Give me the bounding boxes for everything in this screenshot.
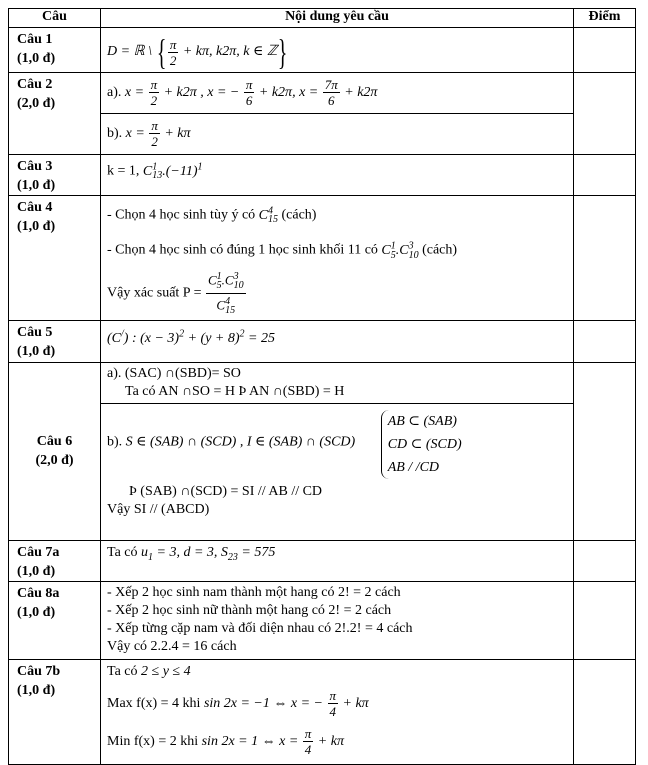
answer-content xyxy=(101,196,574,321)
system-line: CD ⊂ (SCD) xyxy=(387,436,462,452)
question-label xyxy=(9,540,101,581)
answer-line: - Xếp 2 học sinh nam thành một hang có 2! = 2 cách xyxy=(107,584,401,600)
score-cell xyxy=(574,196,636,321)
answer-line xyxy=(107,686,567,722)
line-text: - Chọn 4 học sinh tùy ý có xyxy=(107,207,256,223)
math-expr: $C^1_{13}.(-11)^1$ xyxy=(142,161,203,182)
question-points: (1,0 đ) xyxy=(17,604,56,620)
question-number: Câu 3 xyxy=(17,159,53,174)
answer-content xyxy=(101,73,574,155)
answer-content xyxy=(101,540,574,581)
header-row xyxy=(9,9,636,28)
answer-text: Ta có xyxy=(107,544,138,560)
header-content: Nội dung yêu cầu xyxy=(101,9,574,28)
answer-line xyxy=(107,269,567,318)
part-b xyxy=(101,113,573,154)
question-label xyxy=(9,196,101,321)
part-b-prefix: b). xyxy=(107,434,123,450)
answer-content xyxy=(101,581,574,659)
table-row xyxy=(9,73,636,155)
question-points: (2,0 đ) xyxy=(17,96,56,111)
answer-text: k = 1, xyxy=(107,163,140,179)
answer-table xyxy=(8,8,636,765)
answer-line xyxy=(107,724,567,760)
question-number: Câu 1 xyxy=(17,32,53,47)
table-row xyxy=(9,155,636,196)
math-expr: x = $\frac{\pi}{2}$ + kπ xyxy=(125,118,191,150)
question-points: (1,0 đ) xyxy=(17,682,56,698)
question-number: Câu 7a xyxy=(17,544,60,560)
question-points: (1,0 đ) xyxy=(17,343,56,359)
table-row xyxy=(9,659,636,764)
score-cell xyxy=(574,320,636,362)
score-cell xyxy=(574,540,636,581)
part-b-prefix: b). xyxy=(107,126,123,141)
question-number: Câu 4 xyxy=(17,200,53,215)
header-cau: Câu xyxy=(9,9,101,28)
question-label xyxy=(9,362,101,540)
math-expr: S ∈ (SAB) ∩ (SCD) , I ∈ (SAB) ∩ (SCD) xyxy=(125,434,356,450)
system-line: AB / /CD xyxy=(387,459,440,475)
math-expr: $C^1_5.C^3_{10}$ xyxy=(381,240,419,261)
table-row xyxy=(9,28,636,73)
answer-line xyxy=(107,662,567,682)
line-text: Vậy xác suất P = xyxy=(107,285,202,301)
answer-line xyxy=(107,198,567,233)
answer-line xyxy=(107,233,567,268)
system-line: AB ⊂ (SAB) xyxy=(387,413,457,429)
score-cell xyxy=(574,73,636,155)
answer-line: a). (SAC) ∩(SBD)= SO xyxy=(107,365,241,381)
question-number: Câu 5 xyxy=(17,324,53,340)
math-expr: (C/) : $(x - 3)^2 + (y + 8)^2 = 25$ xyxy=(107,328,275,347)
part-a xyxy=(107,73,567,113)
answer-line: Þ (SAB) ∩(SCD) = SI // AB // CD xyxy=(129,483,323,499)
answer-content xyxy=(101,155,574,196)
score-cell xyxy=(574,155,636,196)
part-b xyxy=(101,403,573,519)
equation-system xyxy=(381,410,462,479)
question-points: (1,0 đ) xyxy=(17,178,56,193)
answer-line: Vậy có 2.2.4 = 16 cách xyxy=(107,638,237,654)
question-label xyxy=(9,155,101,196)
question-number: Câu 2 xyxy=(17,77,53,92)
table-row xyxy=(9,196,636,321)
math-expr: $u_1 = 3$, d = 3, $S_{23} = 575$ xyxy=(141,544,276,563)
math-expr: $C^4_{15}$ xyxy=(258,205,278,226)
answer-line: - Xếp từng cặp nam và đối diện nhau có 2!.2! = 4 cách xyxy=(107,620,413,636)
math-expr: 2 ≤ y ≤ 4 xyxy=(141,663,191,679)
table-row xyxy=(9,362,636,540)
line-end: (cách) xyxy=(422,243,458,259)
table-row xyxy=(9,540,636,581)
math-expr: x = $\frac{\pi}{2}$ + k2π , x = − $\frac{\pi}{6}$ + k2π, x = $\frac{7\pi}{6}$ + k2π xyxy=(124,77,378,109)
line-end: (cách) xyxy=(281,207,317,223)
question-label xyxy=(9,28,101,73)
math-expr: sin 2x = −1 ⇔ x = − $\frac{\pi}{4}$ + kπ xyxy=(203,688,369,720)
question-points: (1,0 đ) xyxy=(17,563,56,579)
question-points: (1,0 đ) xyxy=(17,51,56,66)
score-cell xyxy=(574,362,636,540)
question-label xyxy=(9,659,101,764)
part-a-prefix: a). xyxy=(107,85,122,100)
line-text: Ta có xyxy=(107,663,138,679)
answer-content xyxy=(101,320,574,362)
score-cell xyxy=(574,581,636,659)
question-label xyxy=(9,320,101,362)
score-cell xyxy=(574,659,636,764)
question-label xyxy=(9,581,101,659)
score-cell xyxy=(574,28,636,73)
answer-content xyxy=(101,362,574,540)
question-number: Câu 7b xyxy=(17,663,61,679)
math-expr: sin 2x = 1 ⇔ x = $\frac{\pi}{4}$ + kπ xyxy=(201,726,344,758)
question-number: Câu 6 xyxy=(36,434,73,450)
answer-line: - Xếp 2 học sinh nữ thành một hang có 2! = 2 cách xyxy=(107,602,392,618)
header-score: Điểm xyxy=(574,9,636,28)
question-points: (2,0 đ) xyxy=(35,453,74,469)
question-points: (1,0 đ) xyxy=(17,219,56,234)
line-text: Min f(x) = 2 khi xyxy=(107,733,199,749)
answer-line: Ta có AN ∩SO = H Þ AN ∩(SBD) = H xyxy=(125,383,345,399)
line-text: Max f(x) = 4 khi xyxy=(107,695,201,711)
answer-content xyxy=(101,659,574,764)
math-expr: $\frac{C^1_5.C^3_{10}}{C^4_{15}}$ xyxy=(207,270,244,316)
question-number: Câu 8a xyxy=(17,585,60,601)
answer-line: Vậy SI // (ABCD) xyxy=(107,501,210,517)
table-row xyxy=(9,320,636,362)
line-text: - Chọn 4 học sinh có đúng 1 học sinh khối 11 có xyxy=(107,243,378,259)
table-row xyxy=(9,581,636,659)
answer-content xyxy=(101,28,574,73)
question-label xyxy=(9,73,101,155)
math-expr: D = ℝ \ { $\frac{\pi}{2}$ + kπ, k2π, k ∈ ℤ} xyxy=(107,32,288,72)
